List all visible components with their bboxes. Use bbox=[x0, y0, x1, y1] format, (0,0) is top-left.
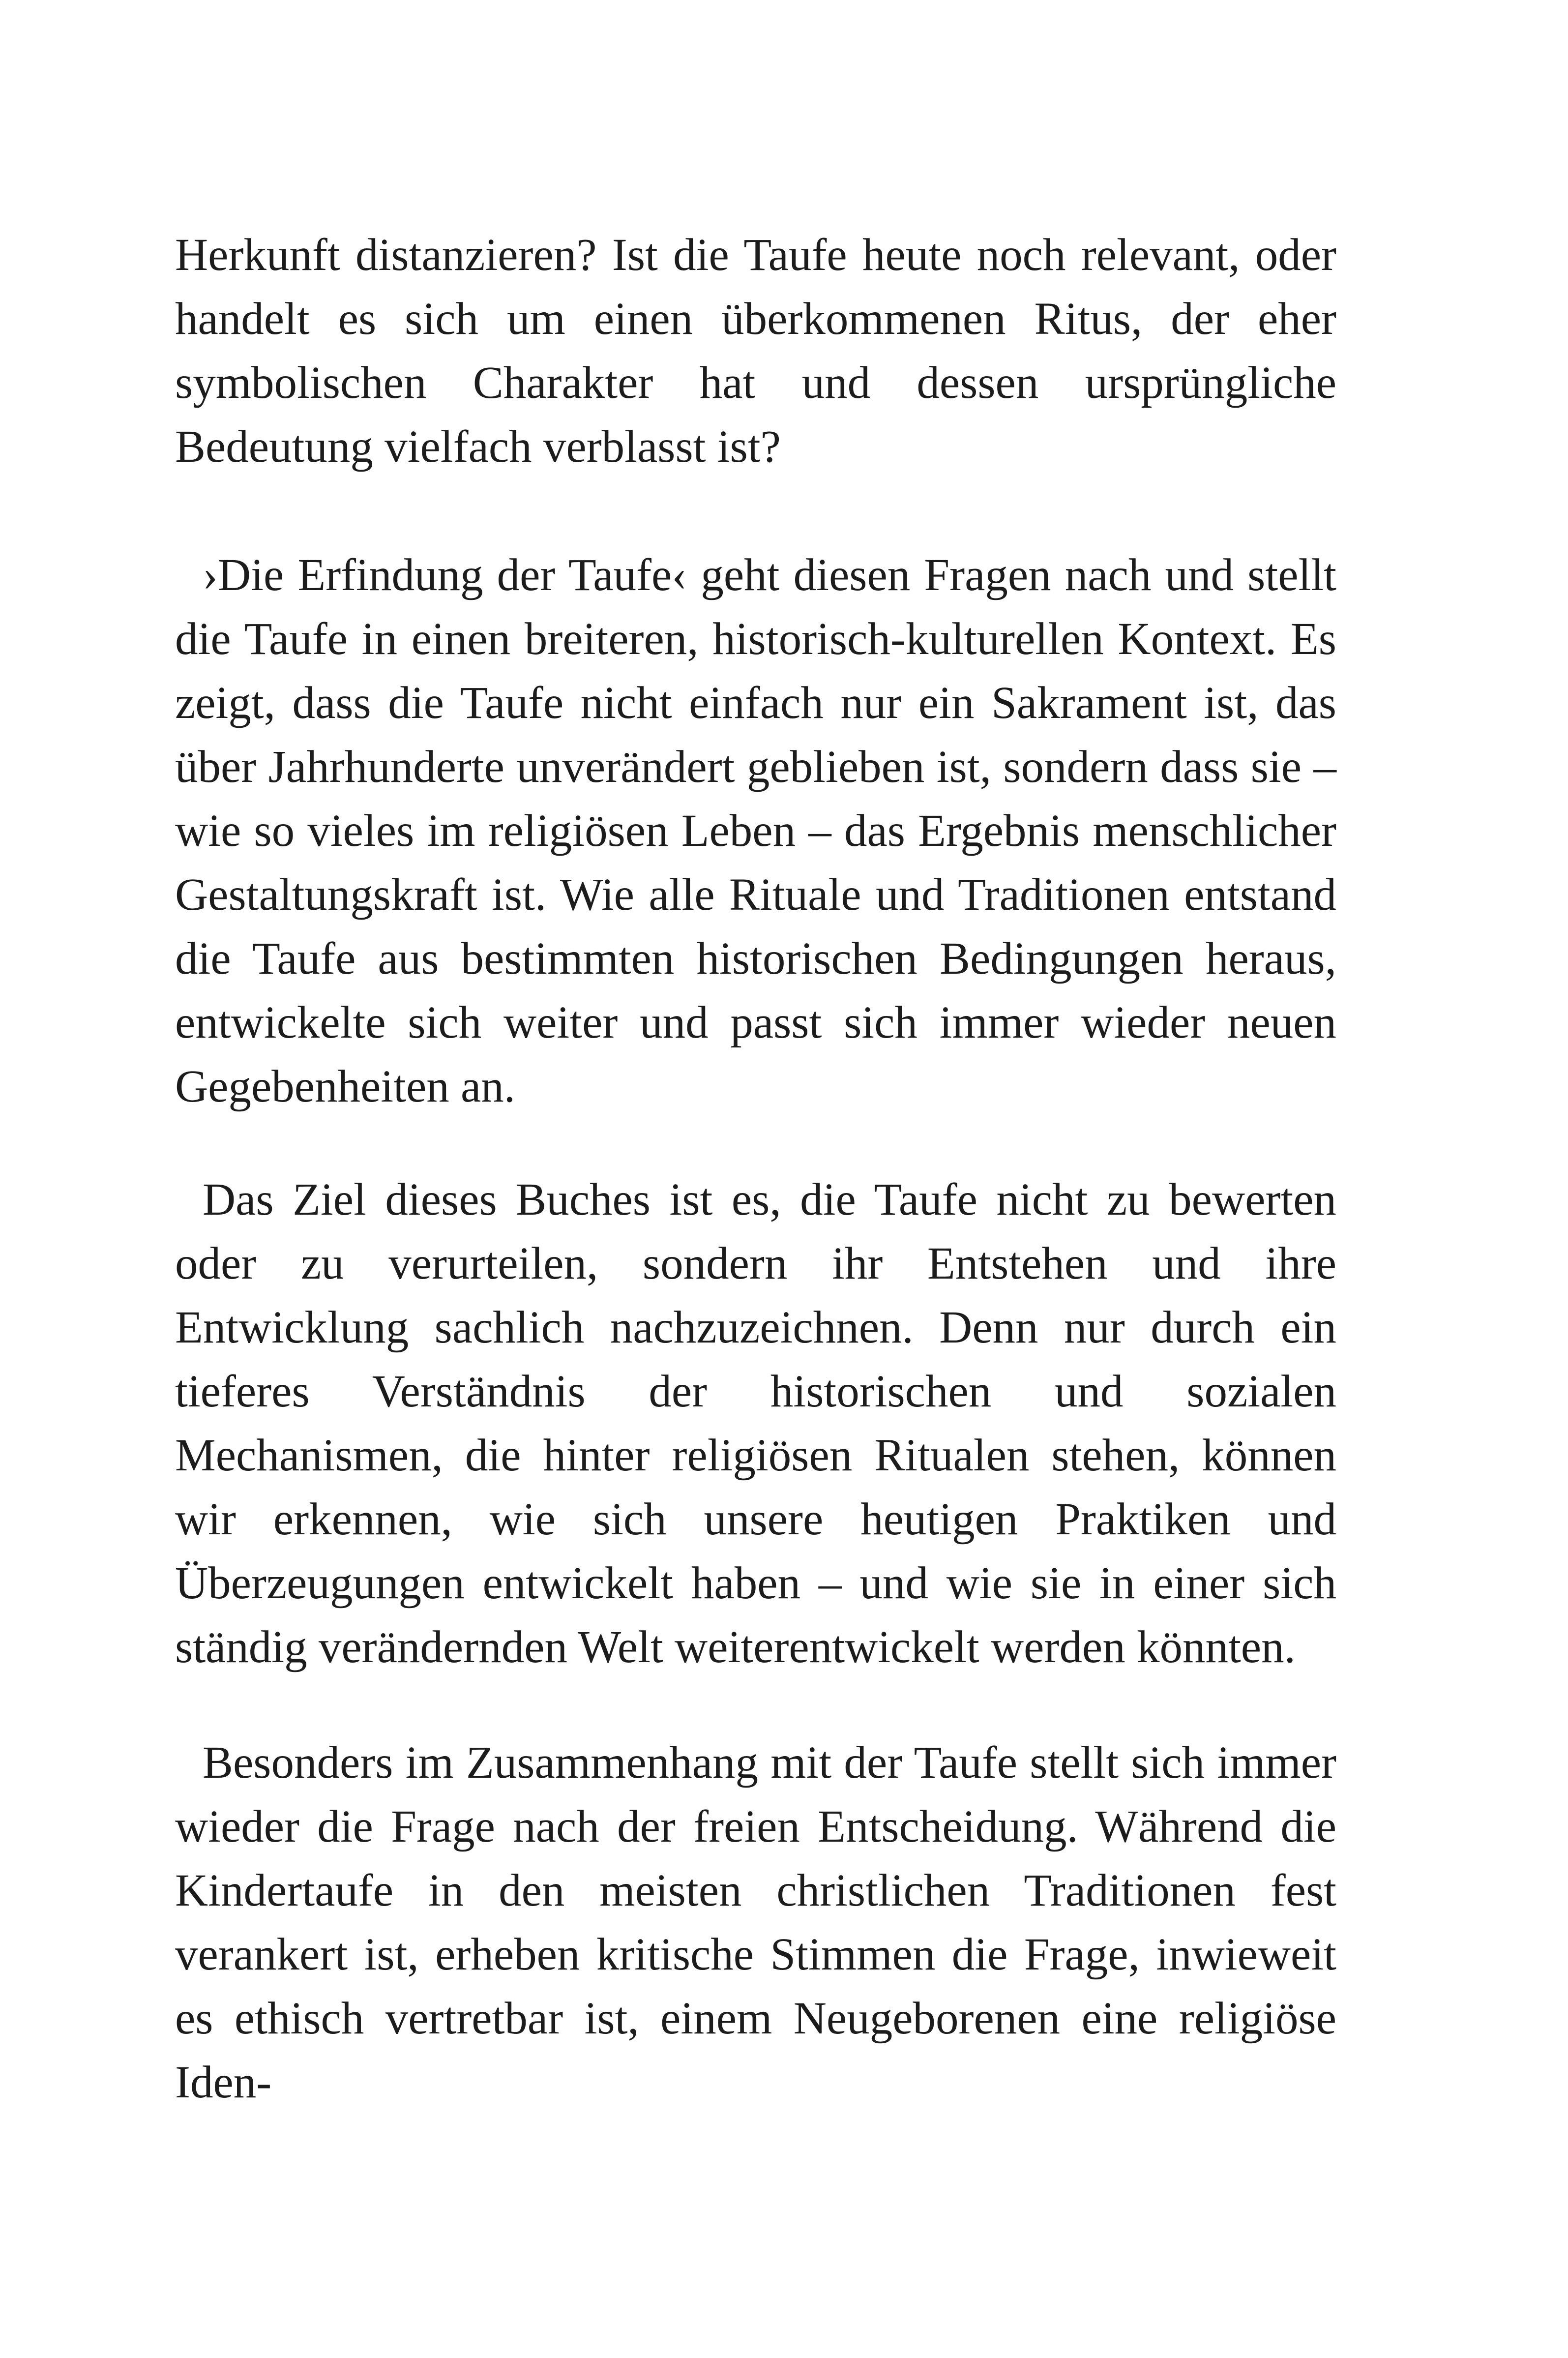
paragraph-3: Das Ziel dieses Buches ist es, die Taufe nicht zu bewerten oder zu verurteilen, sondern ihr Entstehen und ihre Entwicklung sachlich nachzuzeichnen. Denn nur durch ein tieferes Verständnis der historischen und sozialen Mechanismen, die hinter religiösen Ritualen stehen, können wir erkennen, wie sich unsere heutigen Praktiken und Überzeugungen entwickelt haben – und wie sie in einer sich ständig verändernden Welt weiterentwickelt werden könnten. bbox=[175, 1174, 1336, 1672]
paragraph-2: ›Die Erfindung der Taufe‹ geht diesen Fragen nach und stellt die Taufe in einen breiteren, historisch-kulturellen Kontext. Es zeigt, dass die Taufe nicht einfach nur ein Sakrament ist, das über Jahrhunderte unverändert geblieben ist, sondern dass sie – wie so vieles im religiösen Leben – das Ergebnis menschlicher Gestaltungskraft ist. Wie alle Rituale und Traditionen entstand die Taufe aus bestimmten historischen Bedingungen heraus, entwickelte sich weiter und passt sich immer wieder neuen Gegebenheiten an. bbox=[175, 550, 1336, 1112]
paragraph-1: Herkunft distanzieren? Ist die Taufe heute noch relevant, oder handelt es sich um einen überkommenen Ritus, der eher symbolischen Charakter hat und dessen ursprüngliche Bedeutung vielfach verblasst ist? bbox=[175, 230, 1336, 472]
paragraph-4: Besonders im Zusammenhang mit der Taufe stellt sich immer wieder die Frage nach der freien Entscheidung. Während die Kindertaufe in den meisten christlichen Traditionen fest verankert ist, erheben kritische Stimmen die Frage, inwieweit es ethisch vertretbar ist, einem Neugeborenen eine religiöse Iden- bbox=[175, 1737, 1336, 2108]
